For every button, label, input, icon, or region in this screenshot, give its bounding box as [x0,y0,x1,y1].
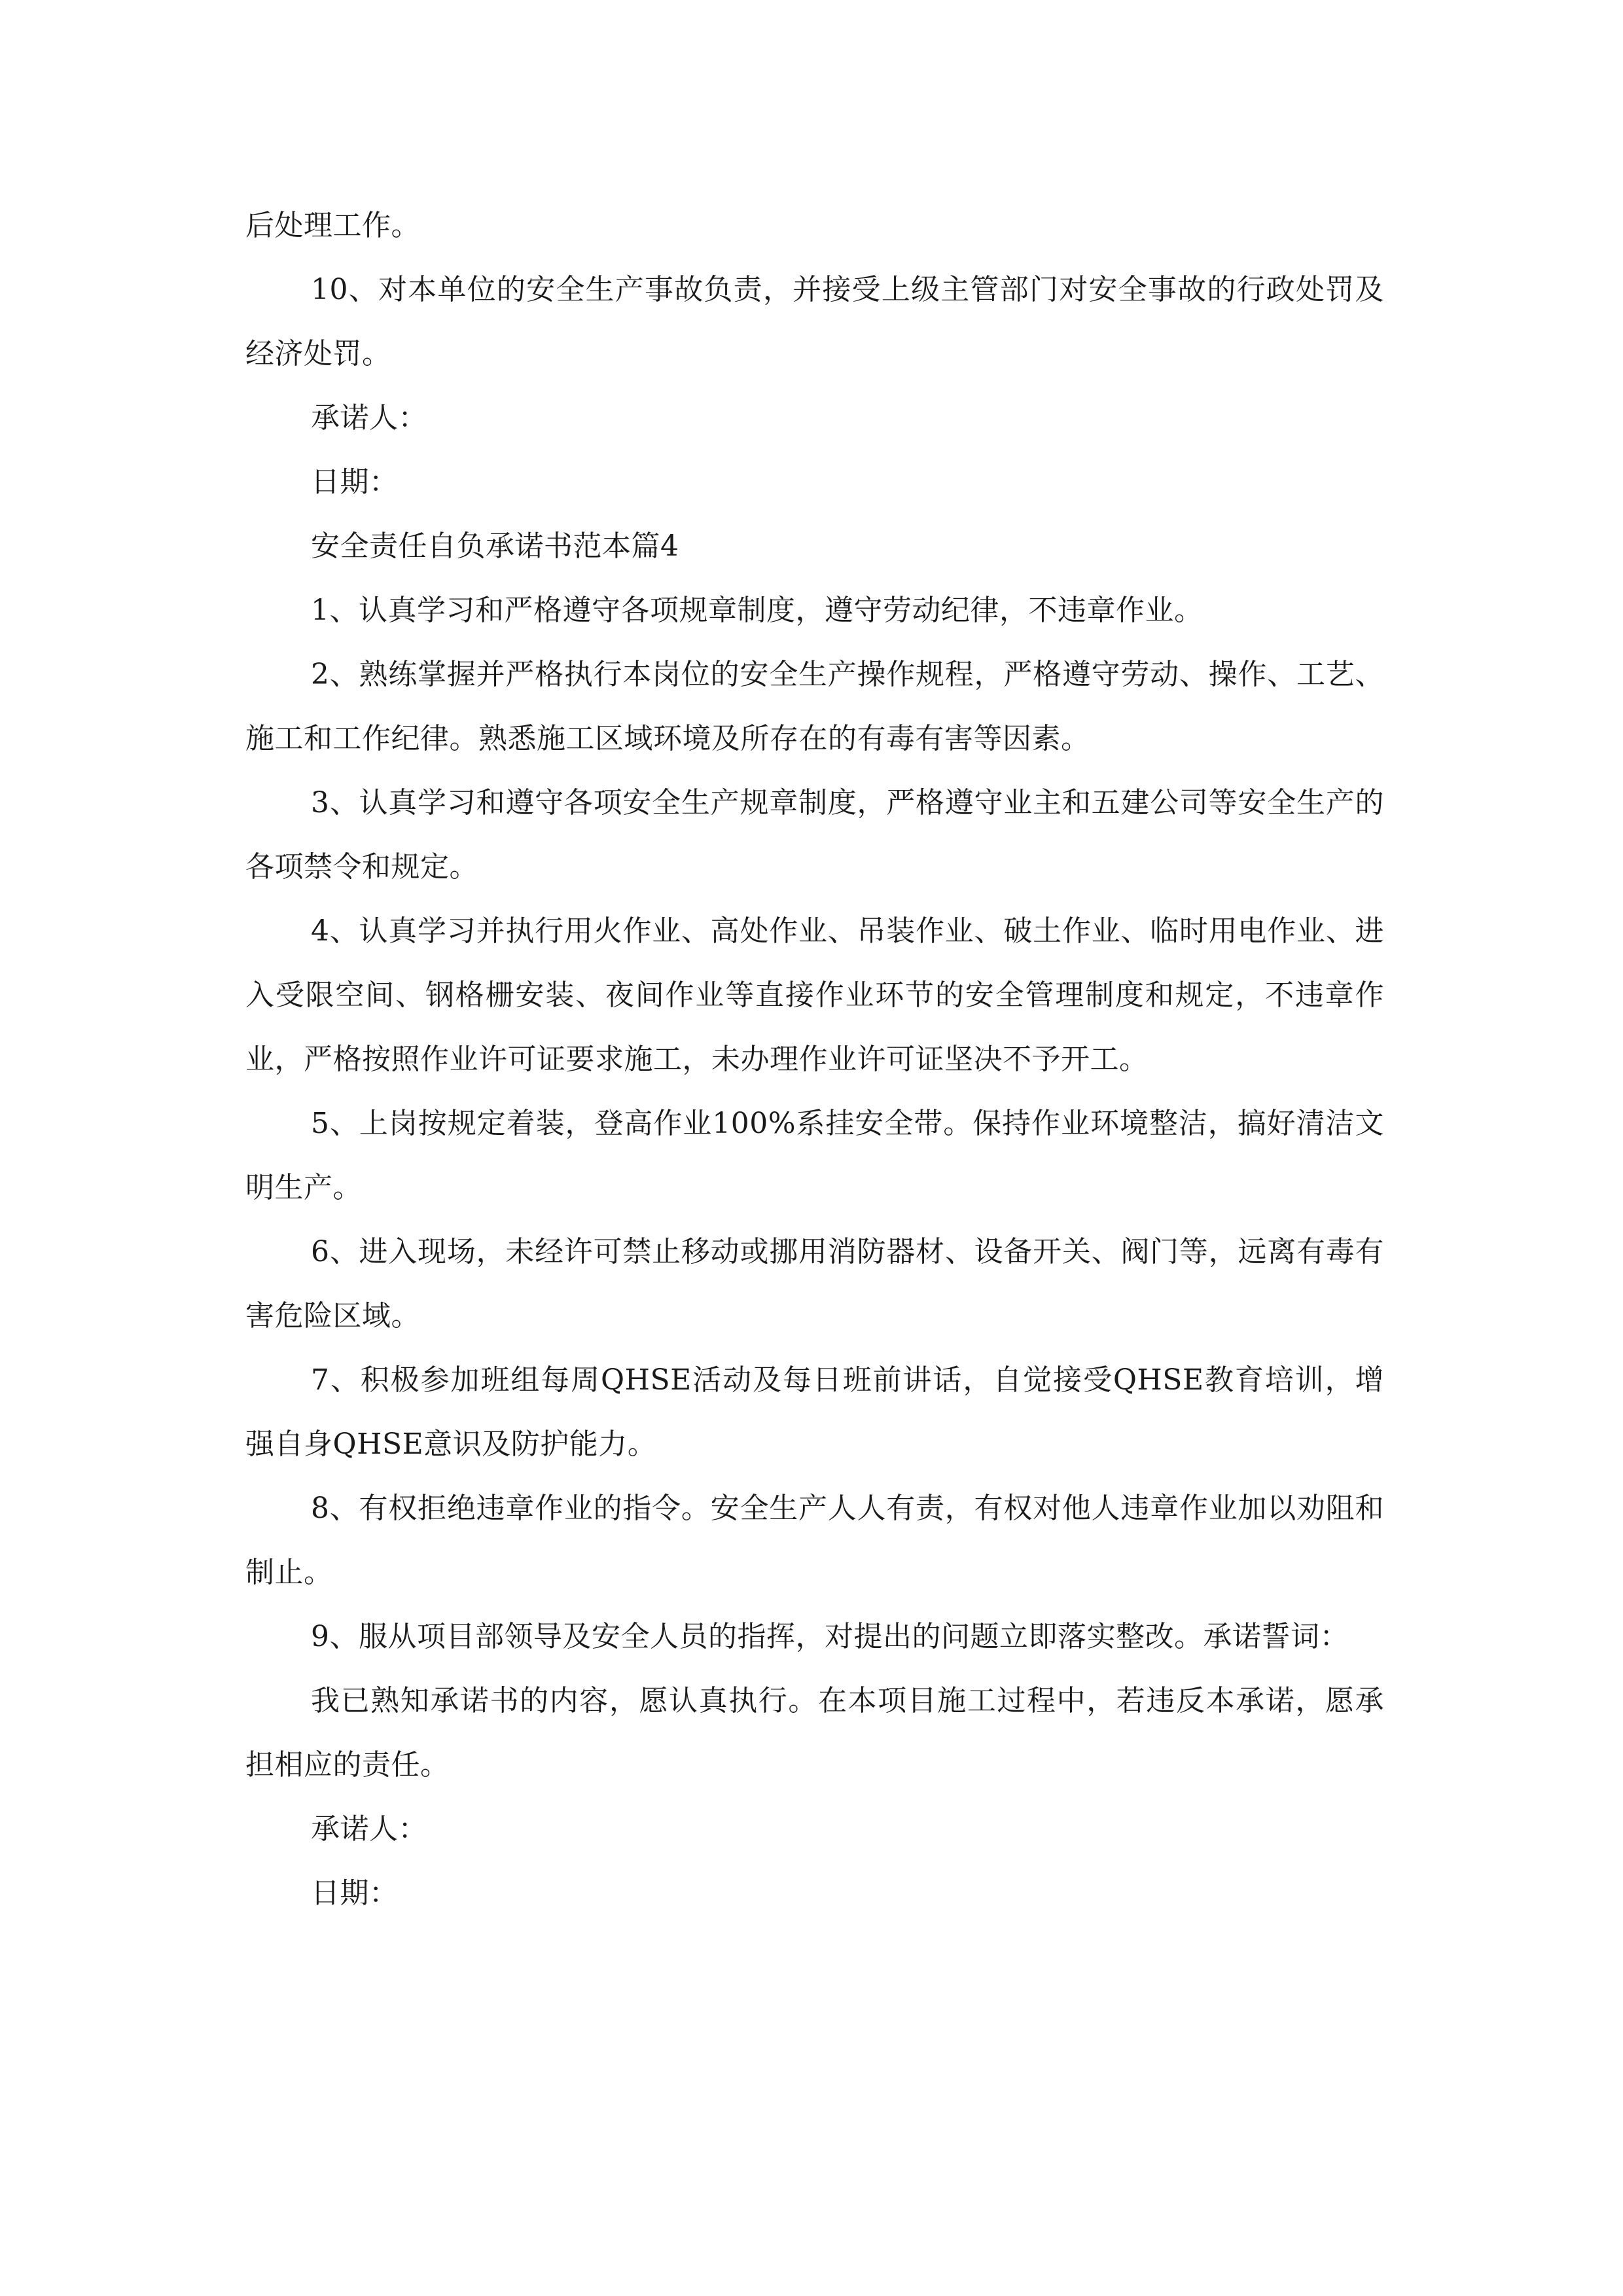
section-title: 安全责任自负承诺书范本篇4 [311,529,679,563]
clause-8: 8、有权拒绝违章作业的指令。安全生产人人有责，有权对他人违章作业加以劝阻和制止。 [245,1492,1384,1589]
clause-7: 7、积极参加班组每周QHSE活动及每日班前讲话，自觉接受QHSE教育培训，增强自身QHSE意识及防护能力。 [245,1363,1384,1461]
pledge-statement: 我已熟知承诺书的内容，愿认真执行。在本项目施工过程中，若违反本承诺，愿承担相应的责任。 [245,1684,1384,1782]
clause-10: 10、对本单位的安全生产事故负责，并接受上级主管部门对安全事故的行政处罚及经济处罚。 [245,273,1384,370]
signatory-label: 承诺人： [311,401,427,435]
clause-1: 1、认真学习和严格遵守各项规章制度，遵守劳动纪律，不违章作业。 [311,594,1204,627]
clause-6: 6、进入现场，未经许可禁止移动或挪用消防器材、设备开关、阀门等，远离有毒有害危险区域。 [245,1235,1384,1333]
clause-2: 2、熟练掌握并严格执行本岗位的安全生产操作规程，严格遵守劳动、操作、工艺、施工和工作纪律。熟悉施工区域环境及所存在的有毒有害等因素。 [245,658,1384,755]
paragraph-continuation: 后处理工作。 [245,209,420,242]
document-body [245,194,1384,1926]
clause-4: 4、认真学习并执行用火作业、高处作业、吊装作业、破土作业、临时用电作业、进入受限空间、钢格栅安装、夜间作业等直接作业环节的安全管理制度和规定，不违章作业，严格按照作业许可证要求施工，未办理作业许可证坚决不予开工。 [245,914,1384,1076]
date-label: 日期： [311,465,399,499]
clause-9: 9、服从项目部领导及安全人员的指挥，对提出的问题立即落实整改。承诺誓词： [311,1620,1349,1653]
signatory-label-2: 承诺人： [311,1812,427,1846]
date-label-2: 日期： [311,1876,399,1910]
clause-5: 5、上岗按规定着装，登高作业100%系挂安全带。保持作业环境整洁，搞好清洁文明生产。 [245,1107,1384,1204]
clause-3: 3、认真学习和遵守各项安全生产规章制度，严格遵守业主和五建公司等安全生产的各项禁令和规定。 [245,786,1384,884]
